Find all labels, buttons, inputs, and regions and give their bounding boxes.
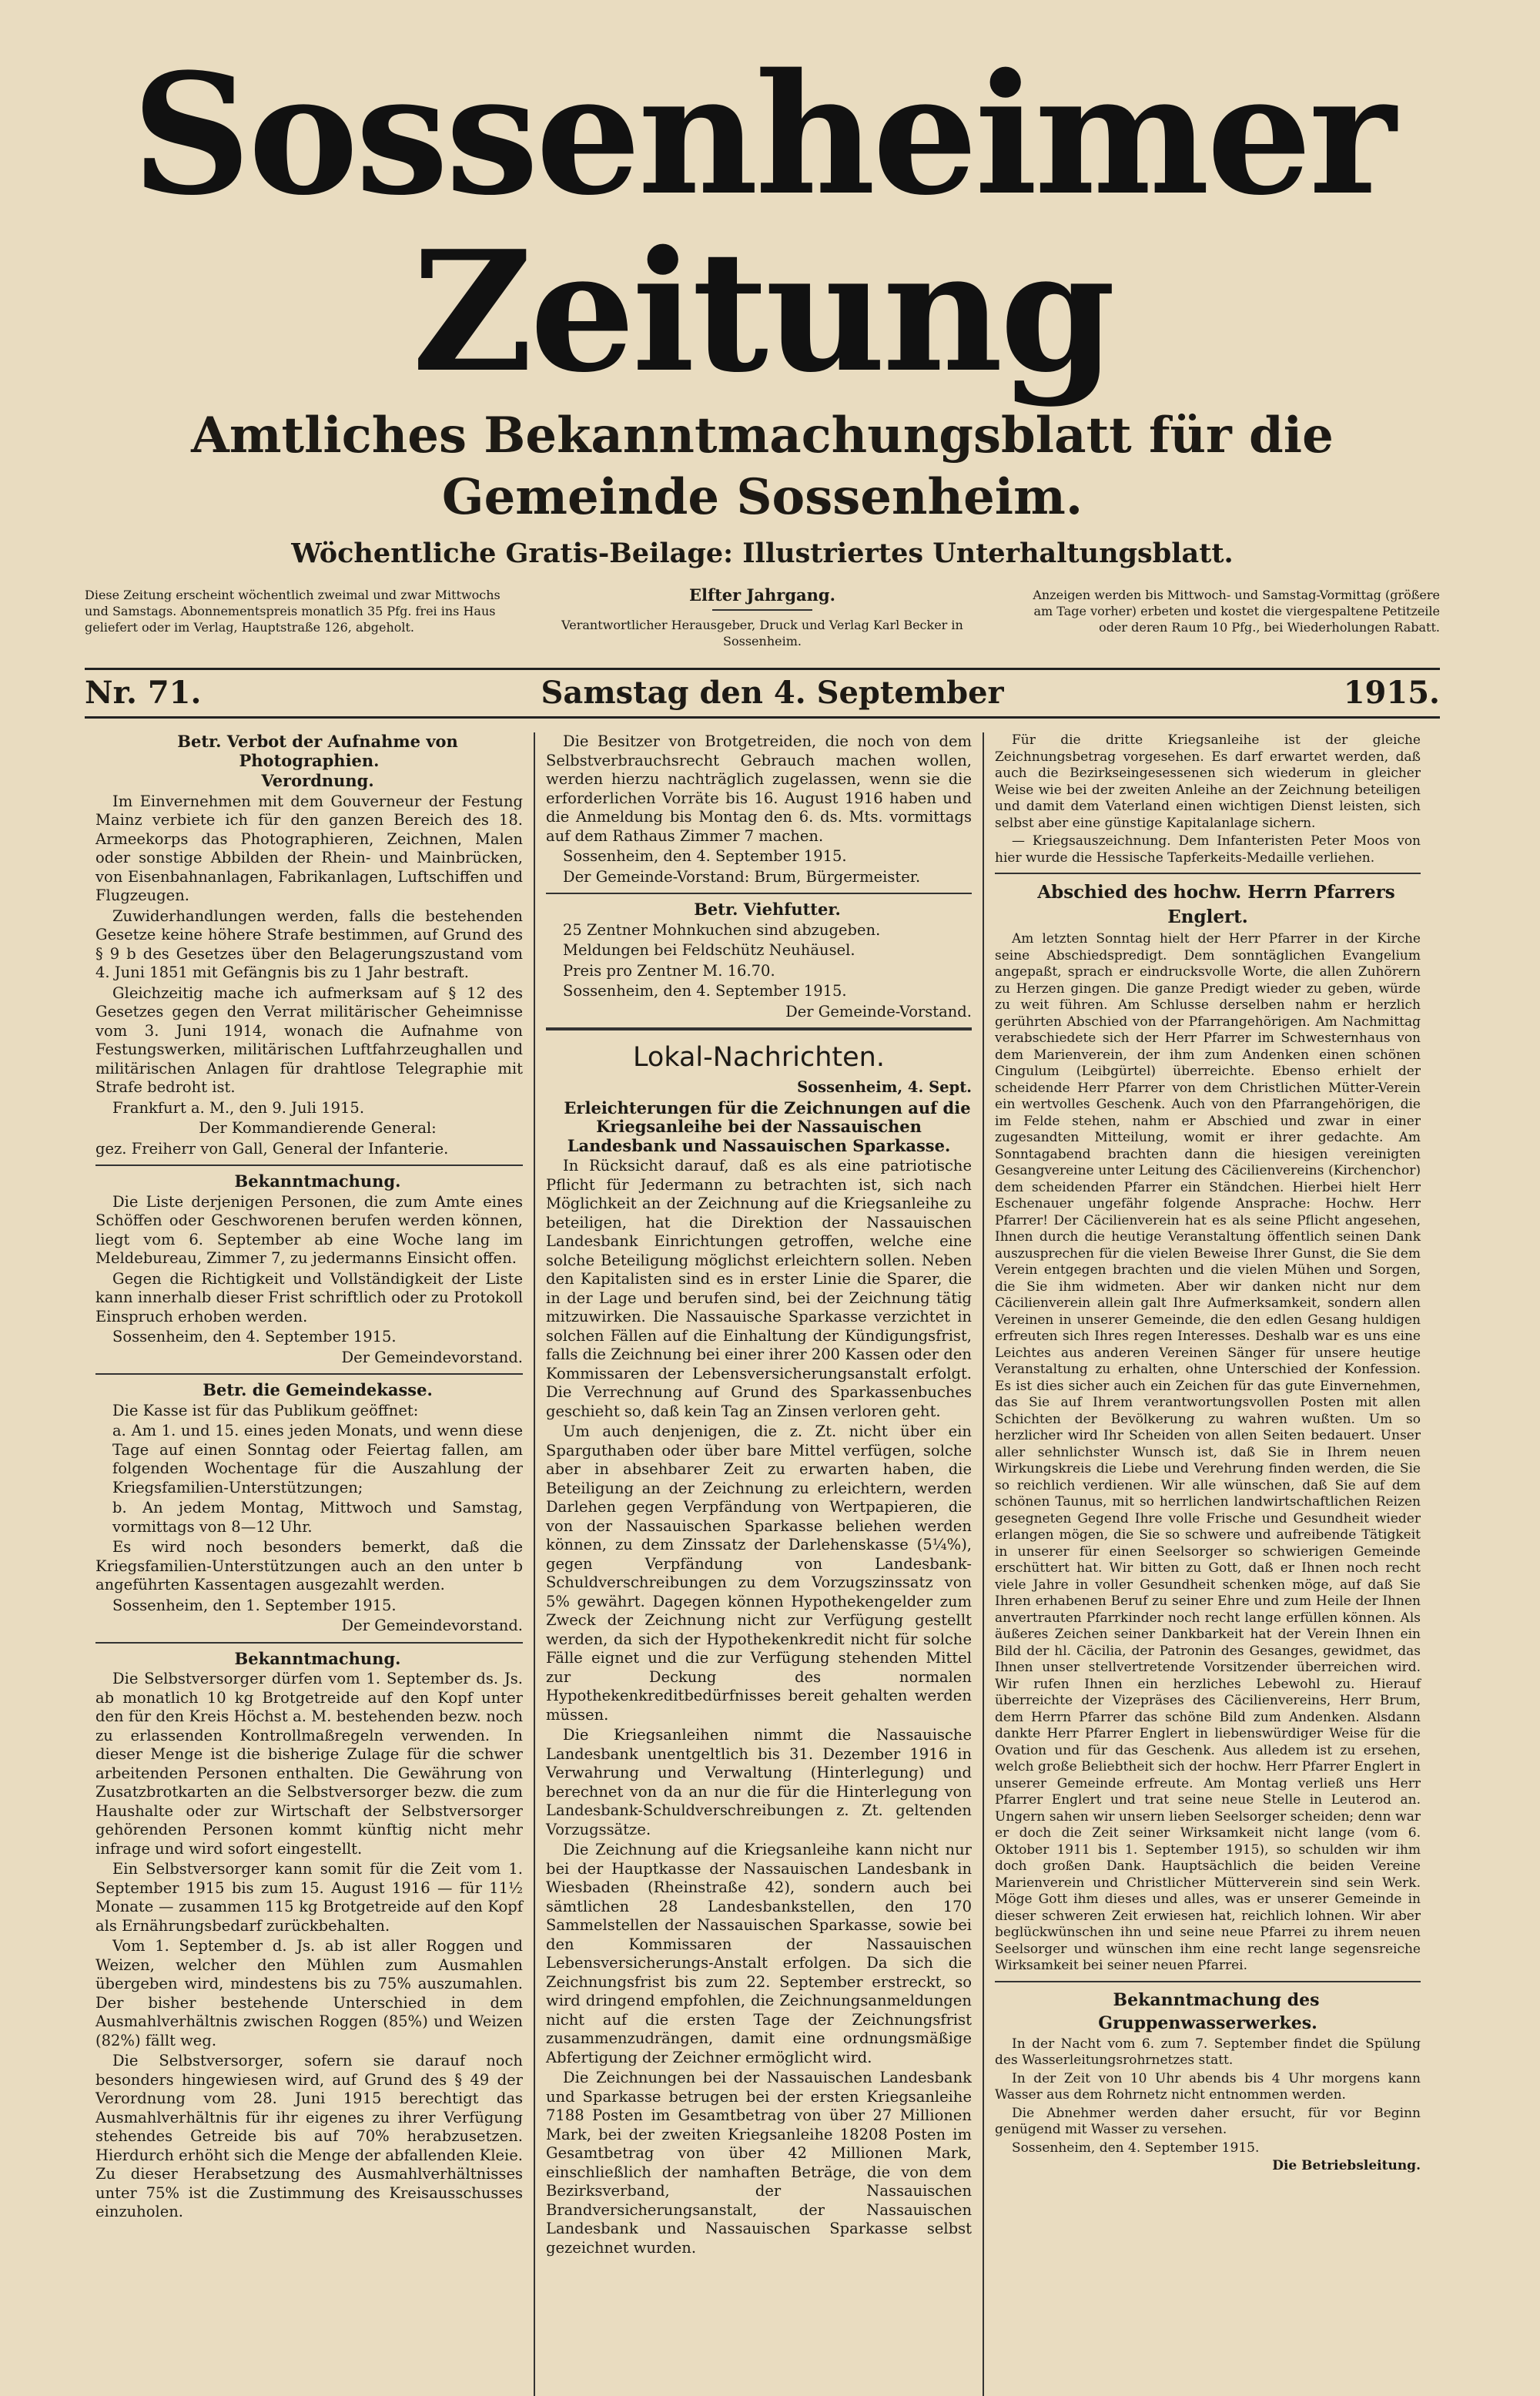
article-paragraph: Die Zeichnungen bei der Nassauischen Landesbank und Sparkasse betrugen bei der ersten Kriegsanleihe 7188 Posten im Gesamtbetrag von über 27 Millionen Mark, bei der zweiten Kriegsanleihe 18208 Posten im Gesamtbetrag von über 42 Millionen Mark, einschließlich der namhaften Beträge, die von dem Bezirksverband, der Nassauischen Brandversicherungsanstalt, der Nassauischen Landesbank und Nassauischen Sparkasse selbst gezeichnet wurden. [546, 2069, 972, 2257]
article-paragraph: Gegen die Richtigkeit und Vollständigkeit der Liste kann innerhalb dieser Frist schriftlich oder zu Protokoll Einspruch erhoben werden. [95, 1269, 523, 1325]
article-signature: Der Gemeindevorstand. [341, 1617, 523, 1634]
article-place-date: Sossenheim, den 4. September 1915. [1012, 2140, 1260, 2156]
article-heading: Betr. die Gemeindekasse. [203, 1380, 433, 1399]
article-signature: Die Betriebsleitung. [1272, 2158, 1421, 2173]
article-signature: Der Gemeindevorstand. [341, 1348, 523, 1366]
article-heading: Bekanntmachung. [234, 1648, 401, 1668]
masthead-info [85, 587, 1440, 649]
article-place-date: Sossenheim, den 4. September 1915. [563, 847, 847, 865]
article-heading: Betr. Viehfutter. [694, 900, 841, 919]
article-place-date: Sossenheim, den 1. September 1915. [112, 1596, 397, 1614]
section-divider [546, 1027, 972, 1030]
article-signature: Der Gemeinde-Vorstand: Brum, Bürgermeister. [563, 867, 921, 886]
notice-line: 25 Zentner Mohnkuchen sind abzugeben. [563, 920, 881, 939]
article-paragraph: Die Kasse ist für das Publikum geöffnet: [112, 1401, 419, 1419]
article-paragraph: Die Zeichnung auf die Kriegsanleihe kann nicht nur bei der Hauptkasse der Nassauischen Landesbank in Wiesbaden (Rheinstraße 42), sondern auch bei sämtlichen 28 Landesbankstellen, den 170 Sammelstellen der Nassauischen Sparkasse, sowie bei den Kommissaren der Nassauischen Lebensversicherungs-Anstalt erfolgen. Da sich die Zeichnungsfrist bis zum 22. September erstreckt, so wird dringend empfohlen, die Zeichnungsanmeldungen nicht auf die ersten Tage der Zeichnungsfrist zusammenzudrängen, damit eine ordnungsmäßige Abfertigung der Zeichner ermöglicht wird. [546, 1841, 972, 2066]
subscription-info: Diese Zeitung erscheint wöchentlich zweimal und zwar Mittwochs und Samstags. Abonnementspreis monatlich 35 Pfg. frei ins Haus geliefert oder im Verlag, Hauptstraße 126, abgeholt. [85, 588, 500, 635]
article-place-date: Frankfurt a. M., den 9. Juli 1915. [112, 1098, 365, 1117]
article-signature-role: Der Kommandierende General: [199, 1119, 437, 1137]
article-paragraph: Die Kriegsanleihen nimmt die Nassauische Landesbank unentgeltlich bis 31. Dezember 1916 in Verwahrung und Verwaltung (Hinterlegung) und berechnet von da an nur die für die Hinterlegung von Landesbank-Schuldverschreibungen z. Zt. geltenden Vorzugssätze. [546, 1726, 972, 1838]
article-heading: Erleichterungen für die Zeichnungen auf die Kriegsanleihe bei der Nassauischen Landesbank und Nassauischen Sparkasse. [564, 1097, 971, 1155]
article-paragraph: Gleichzeitig mache ich aufmerksam auf § 12 des Gesetzes gegen den Verrat militärischer Geheimnisse vom 3. Juni 1914, wonach die Aufnahme von Festungswerken, militärischen Luftfahrzeughallen und militärischen Anlagen für drahtlose Telegraphie mit Strafe bedroht ist. [95, 984, 523, 1096]
article-paragraph: Um auch denjenigen, die z. Zt. nicht über ein Sparguthaben oder über bare Mittel verfügen, solche aber in absehbarer Zeit zu erwarten haben, die Beteiligung an der Zeichnung zu erleichtern, werden Darlehen gegen Verpfändung von Wertpapieren, die von der Nassauischen Sparkasse beliehen werden können, zu dem Zinssatz der Darlehenskasse (5¼%), gegen Verpfändung von Landesbank-Schuldverschreibungen zu dem Vorzugszinssatz von 5% gewährt. Dagegen können Hypothekengelder zum Zweck der Zeichnung nicht zur Verfügung gestellt werden, da sich der Hypothekenkredit nicht für solche Fälle eignet und die zur Verfügung stehenden Mittel zur Deckung des normalen Hypothekenkreditbedürfnisses bereit gehalten werden müssen. [546, 1423, 972, 1724]
volume-label: Elfter Jahrgang. [689, 585, 835, 605]
newspaper-title: Sossenheimer Zeitung [131, 37, 1394, 409]
column-2 [534, 732, 983, 2396]
notice-line: Preis pro Zentner M. 16.70. [563, 961, 775, 980]
column-3 [983, 732, 1431, 2396]
article-place-date: Sossenheim, den 4. September 1915. [112, 1328, 397, 1345]
article-paragraph: In der Nacht vom 6. zum 7. September findet die Spülung des Wasserleitungsrohrnetzes statt. [995, 2036, 1421, 2068]
issue-year: 1915. [1343, 675, 1440, 711]
article-signature: Der Gemeinde-Vorstand. [785, 1002, 972, 1020]
article-paragraph: Die Selbstversorger dürfen vom 1. September ds. Js. ab monatlich 10 kg Brotgetreide auf den Kopf unter den für den Kreis Höchst a. M. bestehenden bezw. noch zu erlassenden Kontrollmaßregeln verwenden. In dieser Menge ist die bisherige Zulage für die schwer arbeitenden Personen enthalten. Die Gewährung von Zusatzbrotkarten an die Selbstversorger bezw. die zum Haushalte oder zur Wirtschaft der Selbstversorger gehörenden Personen kommt künftig nicht mehr infrage und wird sofort eingestellt. [95, 1670, 523, 1858]
article-paragraph: In der Zeit von 10 Uhr abends bis 4 Uhr morgens kann Wasser aus dem Rohrnetz nicht entnommen werden. [995, 2070, 1421, 2103]
section-title: Lokal-Nachrichten. [633, 1042, 885, 1073]
section-divider [95, 1642, 523, 1644]
publisher-info: Verantwortlicher Herausgeber, Druck und Verlag Karl Becker in Sossenheim. [561, 618, 963, 648]
article-paragraph: Die Abnehmer werden daher ersucht, für vor Beginn genügend mit Wasser zu versehen. [995, 2105, 1421, 2137]
article-paragraph: Ein Selbstversorger kann somit für die Zeit vom 1. September 1915 bis zum 15. August 1916 — für 11½ Monate — zusammen 115 kg Brotgetreide auf den Kopf als Ernährungsbedarf zurückbehalten. [95, 1860, 523, 1935]
article-paragraph: Die Besitzer von Brotgetreiden, die noch von dem Selbstverbrauchsrecht Gebrauch machen wollen, werden hierzu nachträglich zugelassen, wenn sie die erforderlichen Vorräte bis 16. August 1916 haben und die Anmeldung bis Montag den 6. ds. Mts. vormittags auf dem Rathaus Zimmer 7 machen. [546, 732, 972, 845]
article-paragraph: — Kriegsauszeichnung. Dem Infanteristen Peter Moos von hier wurde die Hessische Tapferkeits-Medaille verliehen. [995, 833, 1421, 866]
article-subheading: Verordnung. [261, 771, 374, 790]
section-divider [95, 1373, 523, 1375]
article-heading: Abschied des hochw. Herrn Pfarrers Englert. [1037, 882, 1395, 927]
article-heading: Bekanntmachung des Gruppenwasserwerkes. [1098, 1989, 1320, 2033]
article-heading: Betr. Verbot der Aufnahme von Photographien. [177, 732, 458, 770]
publisher-block [547, 587, 978, 649]
article-paragraph: Im Einvernehmen mit dem Gouverneur der Festung Mainz verbiete ich für den ganzen Bereich des 18. Armeekorps das Photographieren, Zeichnen, Malen oder sonstige Abbilden der Rhein- und Mainbrücken, von Eisenbahnanlagen, Fabrikanlagen, Luftschiffen und Flugzeugen. [95, 792, 523, 904]
article-paragraph: Für die dritte Kriegsanleihe ist der gleiche Zeichnungsbetrag vorgesehen. Es darf erwartet werden, daß auch die Bezirkseingesessenen sich wiederum in gleicher Weise wie bei der zweiten Anleihe an der Zeichnung beteiligen und damit dem Vaterland einen wichtigen Dienst leisten, sich selbst aber eine günstige Kapitalanlage sichern. [995, 732, 1421, 831]
issue-number: Nr. 71. [85, 675, 202, 711]
newspaper-subtitle: Amtliches Bekanntmachungsblatt für die Gemeinde Sossenheim. [191, 407, 1334, 526]
article-paragraph: Die Liste derjenigen Personen, die zum Amte eines Schöffen oder Geschworenen berufen werden können, liegt vom 6. September ab eine Woche lang im Meldebureau, Zimmer 7, zu jedermanns Einsicht offen. [95, 1192, 523, 1267]
article-signature: gez. Freiherr von Gall, General der Infanterie. [95, 1139, 449, 1158]
article-paragraph: Am letzten Sonntag hielt der Herr Pfarrer in der Kirche seine Abschiedspredigt. Dem sonntäglichen Evangelium angepaßt, sprach er eindrucksvolle Worte, die allen Zuhörern zu Herzen gingen. Die ganze Predigt wieder zu geben, würde zu weit führen. Am Schlusse derselben nahm er herzlich gerührten Abschied von der Pfarrangehörigen. Am Nachmittag verabschiedete sich der Herr Pfarrer im Schwesternhaus von dem Marienverein, der ihm zum Andenken einen schönen Cingulum (Leibgürtel) überreichte. Ebenso erhielt der scheidende Herr Pfarrer von dem Christlichen Mütter-Verein ein wertvolles Geschenk. Auch von den Pfarrangehörigen, die im Felde stehen, nahm er Abschied und zwar in einer zugesandten Mitteilung, womit er ihrer gedachte. Am Sonntagabend brachten dann die hiesigen vereinigten Gesangvereine unter Leitung des Cäcilienvereins (Kirchenchor) dem scheidenden Pfarrer ein Ständchen. Hierbei hielt Herr Eschenauer ungefähr folgende Ansprache: Hochw. Herr Pfarrer! Der Cäcilienverein hat es als seine Pflicht angesehen, Ihnen durch die heutige Veranstaltung öffentlich seinen Dank auszusprechen für die vielen Beweise Ihrer Gunst, die Sie dem Verein entgegen brachten und die vielen Mühen und Sorgen, die Sie ihm widmeten. Aber wir danken nicht nur dem Cäcilienverein allein galt Ihre Aufmerksamkeit, sondern allen Vereinen in unserer Gemeinde, die den edlen Gesang huldigen erfreuten sich Ihres regen Interesses. Deshalb war es uns eine Leichtes aus anderen Vereinen Sänger für unsere heutige Veranstaltung zu erhalten, ohne Unterschied der Konfession. Es ist dies sicher auch ein Zeichen für das gute Einvernehmen, das Sie auf Ihrem verantwortungsvollen Posten mit allen Schichten der Bevölkerung zu wahren wußten. Um so herzlicher wird Ihr Scheiden von allen Seiten bedauert. Unser aller sehnlichster Wunsch ist, daß Sie in Ihrem neuen Wirkungskreis die Liebe und Verehrung finden werden, die Sie so reichlich verdienen. Wir alle wünschen, daß Sie auf dem schönen Taunus, mit so herrlichen landwirtschaftlichen Reizen gesegneten Gegend Ihre volle Frische und Gesundheit wieder erlangen mögen, die Sie so schwere und aufreibende Tätigkeit in unserer für einen Seelsorger so schwierigen Gemeinde erschüttert hat. Wir bitten zu Gott, daß er Ihnen noch recht viele Jahre in voller Gesundheit schenken möge, auf daß Sie Ihren erhabenen Beruf zu seiner Ehre und zum Heile der Ihnen anvertrauten Pfarrkinder noch recht lange erfüllen können. Als äußeres Zeichen seiner Dankbarkeit hat der Verein Ihnen ein Bild der hl. Cäcilia, der Patronin des Gesanges, gewidmet, das Ihnen unser stellvertretende Vorsitzender überreichen wird. Wir rufen Ihnen ein herzliches Lebewohl zu. Hierauf überreichte der Vizepräses des Cäcilienvereins, Herr Brum, dem Herrn Pfarrer das schöne Bild zum Andenken. Alsdann dankte Herr Pfarrer Englert in liebenswürdiger Weise für die Ovation und für das Geschenk. Aus alledem ist zu ersehen, welch große Beliebtheit sich der hochw. Herr Pfarrer Englert in unserer Gemeinde erfreute. Am Montag verließ uns Herr Pfarrer Englert und trat seine neue Stelle in Leuterod an. Ungern sahen wir unsern lieben Seelsorger scheiden; denn war er doch die Zeit seiner Wirksamkeit nicht lange (vom 6. Oktober 1911 bis 1. September 1915), so schulden wir ihm doch großen Dank. Hauptsächlich die beiden Vereine Marienverein und Christlicher Mütterverein sind sein Werk. Möge Gott ihm dieses und alles, was er unserer Gemeinde in dieser schweren Zeit erwiesen hat, reichlich lohnen. Wir aber beglückwünschen ihn und seine neue Pfarrei zu ihrem neuen Seelsorger und wünschen ihm eine recht lange segensreiche Wirksamkeit bei seiner neuen Pfarrei. [995, 931, 1421, 1973]
article-paragraph: Die Selbstversorger, sofern sie darauf noch besonders hingewiesen wird, auf Grund des § 49 der Verordnung vom 28. Juni 1915 berechtigt das Ausmahlverhältnis für ihr eigenes zu ihrer Verfügung stehendes Getreide bis auf 70% herabzusetzen. Hierdurch erhöht sich die Menge der abfallenden Kleie. Zu dieser Herabsetzung des Ausmahlverhältnisses unter 75% ist die Zustimmung des Kreisausschusses einzuholen. [95, 2052, 523, 2220]
issue-date: Samstag den 4. September [541, 675, 1004, 711]
section-divider [995, 873, 1421, 874]
supplement-line: Wöchentliche Gratis-Beilage: Illustriertes Unterhaltungsblatt. [291, 538, 1234, 569]
article-place-date: Sossenheim, den 4. September 1915. [563, 982, 847, 1000]
section-divider [546, 893, 972, 894]
article-columns [85, 732, 1440, 2396]
article-paragraph: Es wird noch besonders bemerkt, daß die Kriegsfamilien-Unterstützungen auch an den unter b angeführten Kassentagen ausgezahlt werden. [95, 1538, 523, 1593]
article-paragraph: Vom 1. September d. Js. ab ist aller Roggen und Weizen, welcher den Mühlen zum Ausmahlen übergeben wird, mindestens bis zu 75% auszumahlen. Der bisher bestehende Unterschied in dem Ausmahlverhältnis zwischen Roggen (85%) und Weizen (82%) fällt weg. [95, 1937, 523, 2049]
list-item: b. An jedem Montag, Mittwoch und Samstag, vormittags von 8—12 Uhr. [112, 1499, 523, 1536]
article-paragraph: In Rücksicht darauf, daß es als eine patriotische Pflicht für Jedermann zu betrachten ist, sich nach Möglichkeit an der Zeichnung auf die Kriegsanleihe zu beteiligen, hat die Direktion der Nassauischen Landesbank Einrichtungen getroffen, welche eine solche Beteiligung möglichst erleichtern sollen. Neben den Kapitalisten sind es in erster Linie die Sparer, die in der Lage und berufen sind, bei der Zeichnung tätig mitzuwirken. Die Nassauische Sparkasse verzichtet in solchen Fällen auf die Einhaltung der Kündigungsfrist, falls die Zeichnung bei einer ihrer 200 Kassen oder den Kommissaren der Lebensversicherungsanstalt erfolgt. Die Verrechnung auf Grund des Sparkassenbuches geschieht so, daß kein Tag an Zinsen verloren geht. [546, 1157, 972, 1420]
dateline: Sossenheim, 4. Sept. [797, 1078, 972, 1096]
issue-date-bar [85, 668, 1440, 719]
article-heading: Bekanntmachung. [234, 1171, 401, 1191]
advertising-info: Anzeigen werden bis Mittwoch- und Samstag-Vormittag (größere am Tage vorher) erbeten und kostet die viergespaltene Petitzeile oder deren Raum 10 Pfg., bei Wiederholungen Rabatt. [1033, 588, 1440, 635]
list-item: a. Am 1. und 15. eines jeden Monats, und wenn diese Tage auf einen Sonntag oder Feiertag fallen, am folgenden Wochentage für die Auszahlung der Kriegsfamilien-Unterstützungen; [112, 1422, 523, 1496]
section-divider [995, 1981, 1421, 1982]
divider [712, 609, 812, 611]
column-1 [85, 732, 534, 2396]
article-paragraph: Zuwiderhandlungen werden, falls die bestehenden Gesetze keine höhere Strafe bestimmen, auf Grund des § 9 b des Gesetzes über den Belagerungszustand vom 4. Juni 1851 mit Gefängnis bis zu 1 Jahr bestraft. [95, 906, 523, 981]
section-divider [95, 1164, 523, 1166]
notice-line: Meldungen bei Feldschütz Neuhäusel. [563, 941, 855, 959]
